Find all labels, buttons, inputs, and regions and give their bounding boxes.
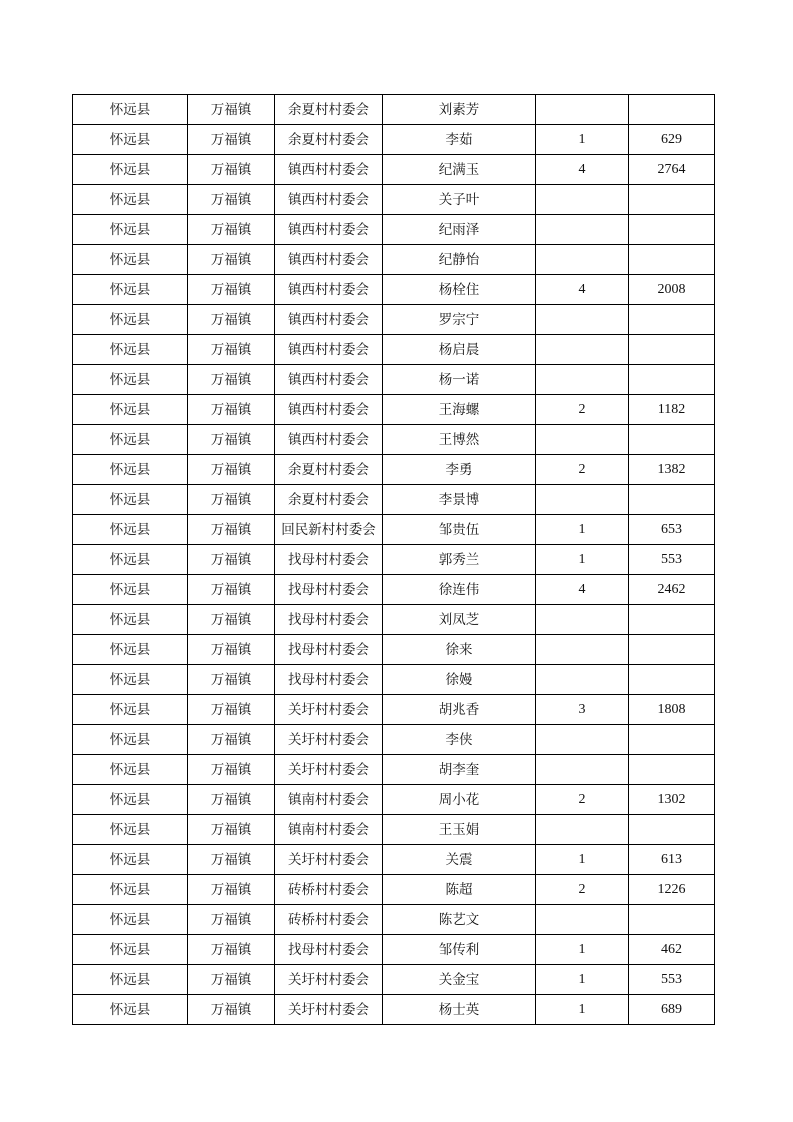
amount-cell [629,215,715,245]
person-name-cell: 杨士英 [383,995,536,1025]
town-cell: 万福镇 [188,245,275,275]
household-count-cell [536,605,629,635]
person-name-cell: 周小花 [383,785,536,815]
village-committee-cell: 关圩村村委会 [275,845,383,875]
village-committee-cell: 找母村村委会 [275,605,383,635]
county-cell: 怀远县 [73,935,188,965]
person-name-cell: 杨启晨 [383,335,536,365]
household-count-cell: 4 [536,575,629,605]
town-cell: 万福镇 [188,305,275,335]
village-committee-cell: 关圩村村委会 [275,695,383,725]
table-row [73,815,715,845]
household-count-cell [536,185,629,215]
village-committee-cell: 找母村村委会 [275,665,383,695]
village-committee-cell: 镇西村村委会 [275,155,383,185]
person-name-cell: 陈艺文 [383,905,536,935]
table-row [73,995,715,1025]
amount-cell: 653 [629,515,715,545]
person-name-cell: 李茹 [383,125,536,155]
amount-cell [629,665,715,695]
household-count-cell: 1 [536,515,629,545]
person-name-cell: 徐嫚 [383,665,536,695]
town-cell: 万福镇 [188,365,275,395]
town-cell: 万福镇 [188,695,275,725]
person-name-cell: 胡李奎 [383,755,536,785]
village-committee-cell: 镇西村村委会 [275,275,383,305]
village-committee-cell: 镇西村村委会 [275,335,383,365]
household-count-cell [536,725,629,755]
town-cell: 万福镇 [188,995,275,1025]
household-count-cell: 1 [536,125,629,155]
county-cell: 怀远县 [73,95,188,125]
village-committee-cell: 镇西村村委会 [275,245,383,275]
town-cell: 万福镇 [188,515,275,545]
county-cell: 怀远县 [73,635,188,665]
person-name-cell: 邹贵伍 [383,515,536,545]
amount-cell: 613 [629,845,715,875]
county-cell: 怀远县 [73,845,188,875]
town-cell: 万福镇 [188,335,275,365]
table-row [73,785,715,815]
county-cell: 怀远县 [73,155,188,185]
household-count-cell: 1 [536,845,629,875]
town-cell: 万福镇 [188,785,275,815]
table-row [73,755,715,785]
beneficiary-table [72,94,715,1025]
village-committee-cell: 找母村村委会 [275,575,383,605]
town-cell: 万福镇 [188,665,275,695]
town-cell: 万福镇 [188,545,275,575]
amount-cell: 2462 [629,575,715,605]
village-committee-cell: 镇西村村委会 [275,425,383,455]
county-cell: 怀远县 [73,275,188,305]
amount-cell [629,305,715,335]
household-count-cell: 2 [536,455,629,485]
table-row [73,665,715,695]
village-committee-cell: 砖桥村村委会 [275,875,383,905]
person-name-cell: 杨栓住 [383,275,536,305]
village-committee-cell: 关圩村村委会 [275,755,383,785]
household-count-cell: 1 [536,965,629,995]
person-name-cell: 关子叶 [383,185,536,215]
county-cell: 怀远县 [73,665,188,695]
table-row [73,935,715,965]
amount-cell: 1182 [629,395,715,425]
county-cell: 怀远县 [73,875,188,905]
person-name-cell: 王玉娟 [383,815,536,845]
household-count-cell [536,755,629,785]
county-cell: 怀远县 [73,695,188,725]
county-cell: 怀远县 [73,755,188,785]
amount-cell: 462 [629,935,715,965]
amount-cell: 1808 [629,695,715,725]
county-cell: 怀远县 [73,545,188,575]
amount-cell [629,335,715,365]
amount-cell: 629 [629,125,715,155]
county-cell: 怀远县 [73,815,188,845]
person-name-cell: 关金宝 [383,965,536,995]
table-row [73,95,715,125]
village-committee-cell: 关圩村村委会 [275,965,383,995]
household-count-cell [536,245,629,275]
amount-cell: 553 [629,965,715,995]
amount-cell: 1382 [629,455,715,485]
table-row [73,125,715,155]
person-name-cell: 刘凤芝 [383,605,536,635]
county-cell: 怀远县 [73,425,188,455]
village-committee-cell: 镇西村村委会 [275,215,383,245]
county-cell: 怀远县 [73,965,188,995]
household-count-cell: 4 [536,275,629,305]
household-count-cell: 3 [536,695,629,725]
town-cell: 万福镇 [188,845,275,875]
amount-cell [629,755,715,785]
county-cell: 怀远县 [73,785,188,815]
amount-cell [629,815,715,845]
table-row [73,185,715,215]
table-row [73,425,715,455]
village-committee-cell: 镇西村村委会 [275,395,383,425]
county-cell: 怀远县 [73,245,188,275]
household-count-cell: 4 [536,155,629,185]
town-cell: 万福镇 [188,455,275,485]
table-row [73,365,715,395]
person-name-cell: 关震 [383,845,536,875]
county-cell: 怀远县 [73,575,188,605]
household-count-cell [536,815,629,845]
household-count-cell [536,905,629,935]
household-count-cell [536,215,629,245]
county-cell: 怀远县 [73,605,188,635]
town-cell: 万福镇 [188,875,275,905]
village-committee-cell: 镇南村村委会 [275,815,383,845]
town-cell: 万福镇 [188,125,275,155]
county-cell: 怀远县 [73,335,188,365]
town-cell: 万福镇 [188,215,275,245]
town-cell: 万福镇 [188,95,275,125]
village-committee-cell: 镇南村村委会 [275,785,383,815]
person-name-cell: 纪满玉 [383,155,536,185]
amount-cell: 1226 [629,875,715,905]
county-cell: 怀远县 [73,125,188,155]
table-row [73,485,715,515]
table-row [73,545,715,575]
table-row [73,635,715,665]
village-committee-cell: 余夏村村委会 [275,455,383,485]
table-row [73,725,715,755]
county-cell: 怀远县 [73,395,188,425]
town-cell: 万福镇 [188,935,275,965]
table-row [73,905,715,935]
village-committee-cell: 找母村村委会 [275,635,383,665]
household-count-cell [536,665,629,695]
town-cell: 万福镇 [188,395,275,425]
village-committee-cell: 余夏村村委会 [275,485,383,515]
household-count-cell [536,635,629,665]
town-cell: 万福镇 [188,155,275,185]
town-cell: 万福镇 [188,485,275,515]
table-row [73,875,715,905]
town-cell: 万福镇 [188,755,275,785]
person-name-cell: 罗宗宁 [383,305,536,335]
village-committee-cell: 关圩村村委会 [275,725,383,755]
person-name-cell: 邹传利 [383,935,536,965]
town-cell: 万福镇 [188,905,275,935]
amount-cell [629,635,715,665]
village-committee-cell: 回民新村村委会 [275,515,383,545]
village-committee-cell: 镇西村村委会 [275,365,383,395]
person-name-cell: 王博然 [383,425,536,455]
amount-cell [629,425,715,455]
amount-cell [629,95,715,125]
village-committee-cell: 关圩村村委会 [275,995,383,1025]
person-name-cell: 杨一诺 [383,365,536,395]
amount-cell: 689 [629,995,715,1025]
person-name-cell: 陈超 [383,875,536,905]
household-count-cell: 2 [536,395,629,425]
table-row [73,155,715,185]
village-committee-cell: 余夏村村委会 [275,95,383,125]
table-row [73,575,715,605]
person-name-cell: 王海螺 [383,395,536,425]
village-committee-cell: 镇西村村委会 [275,305,383,335]
table-row [73,245,715,275]
household-count-cell [536,95,629,125]
table-row [73,605,715,635]
county-cell: 怀远县 [73,365,188,395]
village-committee-cell: 镇西村村委会 [275,185,383,215]
household-count-cell: 2 [536,785,629,815]
person-name-cell: 郭秀兰 [383,545,536,575]
table-row [73,695,715,725]
village-committee-cell: 找母村村委会 [275,935,383,965]
household-count-cell [536,365,629,395]
person-name-cell: 纪雨泽 [383,215,536,245]
amount-cell: 2764 [629,155,715,185]
amount-cell [629,365,715,395]
table-row [73,305,715,335]
village-committee-cell: 砖桥村村委会 [275,905,383,935]
amount-cell [629,485,715,515]
person-name-cell: 徐来 [383,635,536,665]
town-cell: 万福镇 [188,575,275,605]
table-row [73,845,715,875]
table-row [73,455,715,485]
county-cell: 怀远县 [73,215,188,245]
county-cell: 怀远县 [73,485,188,515]
household-count-cell [536,425,629,455]
county-cell: 怀远县 [73,515,188,545]
county-cell: 怀远县 [73,725,188,755]
table-row [73,335,715,365]
town-cell: 万福镇 [188,425,275,455]
town-cell: 万福镇 [188,275,275,305]
town-cell: 万福镇 [188,605,275,635]
town-cell: 万福镇 [188,725,275,755]
town-cell: 万福镇 [188,815,275,845]
amount-cell [629,185,715,215]
table-body [73,95,715,1025]
county-cell: 怀远县 [73,185,188,215]
amount-cell [629,725,715,755]
amount-cell: 2008 [629,275,715,305]
person-name-cell: 李勇 [383,455,536,485]
household-count-cell: 2 [536,875,629,905]
town-cell: 万福镇 [188,635,275,665]
household-count-cell: 1 [536,995,629,1025]
household-count-cell [536,485,629,515]
household-count-cell: 1 [536,935,629,965]
table-row [73,215,715,245]
person-name-cell: 李侠 [383,725,536,755]
person-name-cell: 刘素芳 [383,95,536,125]
town-cell: 万福镇 [188,185,275,215]
table-row [73,275,715,305]
county-cell: 怀远县 [73,995,188,1025]
county-cell: 怀远县 [73,305,188,335]
village-committee-cell: 余夏村村委会 [275,125,383,155]
household-count-cell: 1 [536,545,629,575]
household-count-cell [536,335,629,365]
amount-cell [629,605,715,635]
amount-cell [629,905,715,935]
table-row [73,395,715,425]
person-name-cell: 纪静怡 [383,245,536,275]
county-cell: 怀远县 [73,905,188,935]
amount-cell: 553 [629,545,715,575]
amount-cell: 1302 [629,785,715,815]
person-name-cell: 胡兆香 [383,695,536,725]
town-cell: 万福镇 [188,965,275,995]
amount-cell [629,245,715,275]
table-row [73,965,715,995]
table-row [73,515,715,545]
household-count-cell [536,305,629,335]
person-name-cell: 徐连伟 [383,575,536,605]
county-cell: 怀远县 [73,455,188,485]
person-name-cell: 李景博 [383,485,536,515]
village-committee-cell: 找母村村委会 [275,545,383,575]
